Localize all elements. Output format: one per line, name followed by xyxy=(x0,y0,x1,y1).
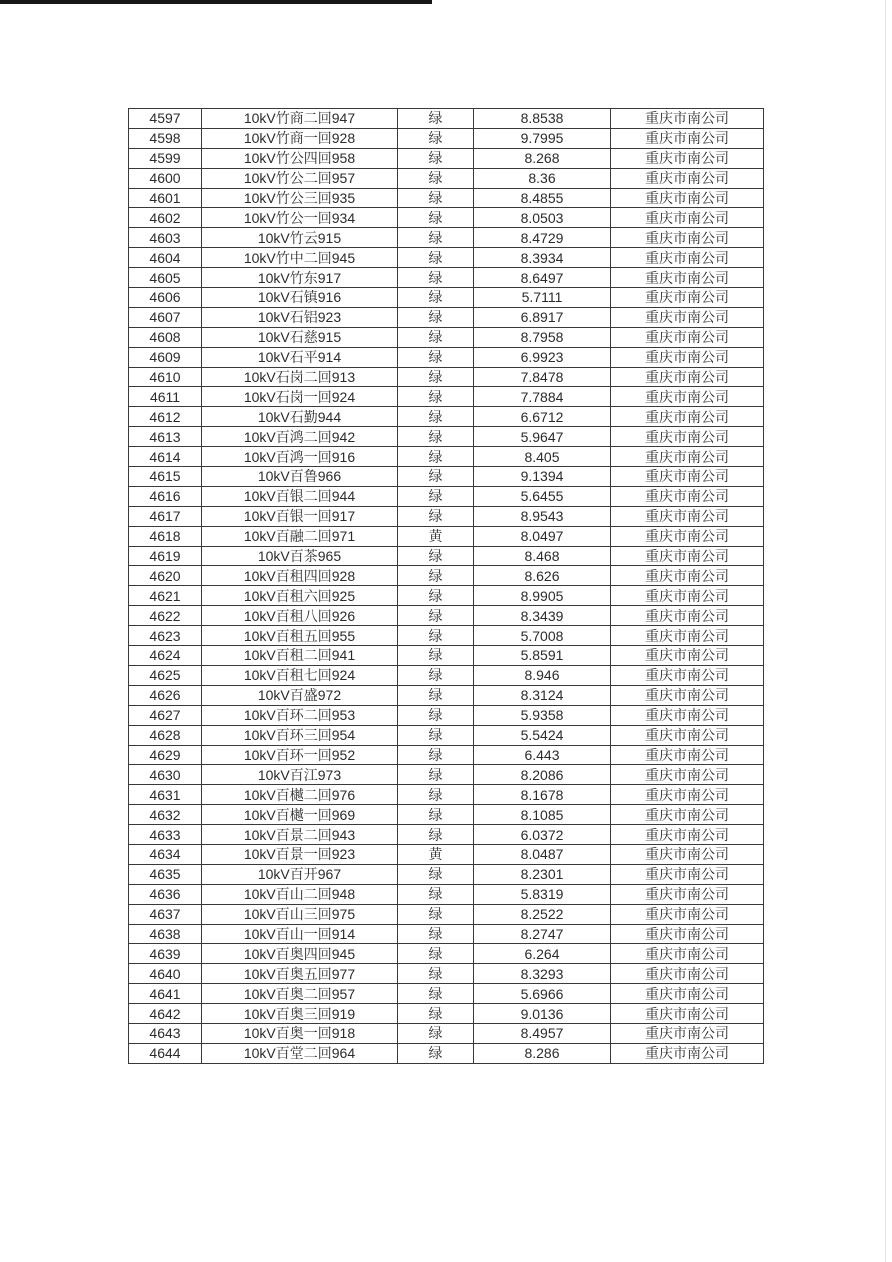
table-row xyxy=(129,765,764,785)
cell-serial-number: 4618 xyxy=(129,526,202,546)
cell-status-color: 绿 xyxy=(398,506,474,526)
table-row xyxy=(129,427,764,447)
cell-value: 5.7111 xyxy=(474,288,611,308)
cell-line-name: 10kV百樾一回969 xyxy=(202,805,398,825)
cell-value: 8.946 xyxy=(474,665,611,685)
table-row xyxy=(129,964,764,984)
cell-serial-number: 4611 xyxy=(129,387,202,407)
cell-status-color: 绿 xyxy=(398,546,474,566)
cell-status-color: 绿 xyxy=(398,904,474,924)
cell-status-color: 绿 xyxy=(398,984,474,1004)
cell-company: 重庆市南公司 xyxy=(611,407,764,427)
table-row xyxy=(129,944,764,964)
cell-status-color: 绿 xyxy=(398,427,474,447)
cell-status-color: 黄 xyxy=(398,526,474,546)
cell-serial-number: 4621 xyxy=(129,586,202,606)
cell-status-color: 绿 xyxy=(398,447,474,467)
cell-status-color: 绿 xyxy=(398,407,474,427)
table-row xyxy=(129,327,764,347)
cell-serial-number: 4638 xyxy=(129,924,202,944)
table-row xyxy=(129,228,764,248)
cell-serial-number: 4616 xyxy=(129,486,202,506)
cell-line-name: 10kV石岗一回924 xyxy=(202,387,398,407)
cell-serial-number: 4632 xyxy=(129,805,202,825)
table-row xyxy=(129,864,764,884)
cell-status-color: 绿 xyxy=(398,765,474,785)
cell-serial-number: 4622 xyxy=(129,606,202,626)
cell-company: 重庆市南公司 xyxy=(611,566,764,586)
cell-company: 重庆市南公司 xyxy=(611,208,764,228)
table-row xyxy=(129,1043,764,1063)
cell-line-name: 10kV百盛972 xyxy=(202,685,398,705)
cell-line-name: 10kV百银二回944 xyxy=(202,486,398,506)
cell-serial-number: 4614 xyxy=(129,447,202,467)
page-right-edge-line xyxy=(885,0,886,1262)
cell-company: 重庆市南公司 xyxy=(611,367,764,387)
cell-status-color: 绿 xyxy=(398,128,474,148)
table-row xyxy=(129,665,764,685)
cell-line-name: 10kV百融二回971 xyxy=(202,526,398,546)
cell-status-color: 绿 xyxy=(398,864,474,884)
cell-company: 重庆市南公司 xyxy=(611,964,764,984)
cell-company: 重庆市南公司 xyxy=(611,884,764,904)
table-row xyxy=(129,307,764,327)
cell-value: 8.2301 xyxy=(474,864,611,884)
cell-company: 重庆市南公司 xyxy=(611,1004,764,1024)
cell-serial-number: 4623 xyxy=(129,626,202,646)
cell-serial-number: 4604 xyxy=(129,248,202,268)
cell-company: 重庆市南公司 xyxy=(611,347,764,367)
cell-status-color: 绿 xyxy=(398,745,474,765)
cell-serial-number: 4624 xyxy=(129,646,202,666)
cell-serial-number: 4644 xyxy=(129,1043,202,1063)
cell-status-color: 绿 xyxy=(398,168,474,188)
cell-company: 重庆市南公司 xyxy=(611,168,764,188)
cell-company: 重庆市南公司 xyxy=(611,586,764,606)
cell-value: 5.5424 xyxy=(474,725,611,745)
cell-value: 8.36 xyxy=(474,168,611,188)
cell-line-name: 10kV竹商一回928 xyxy=(202,128,398,148)
cell-line-name: 10kV石岗二回913 xyxy=(202,367,398,387)
cell-line-name: 10kV百山一回914 xyxy=(202,924,398,944)
cell-status-color: 绿 xyxy=(398,785,474,805)
table-row xyxy=(129,546,764,566)
cell-status-color: 绿 xyxy=(398,228,474,248)
cell-line-name: 10kV百租八回926 xyxy=(202,606,398,626)
table-row xyxy=(129,805,764,825)
cell-company: 重庆市南公司 xyxy=(611,685,764,705)
table-row xyxy=(129,904,764,924)
table-row xyxy=(129,586,764,606)
cell-company: 重庆市南公司 xyxy=(611,307,764,327)
cell-serial-number: 4628 xyxy=(129,725,202,745)
table-row xyxy=(129,407,764,427)
cell-company: 重庆市南公司 xyxy=(611,904,764,924)
cell-line-name: 10kV石铝923 xyxy=(202,307,398,327)
table-row xyxy=(129,646,764,666)
cell-line-name: 10kV百景一回923 xyxy=(202,844,398,864)
cell-company: 重庆市南公司 xyxy=(611,268,764,288)
cell-value: 8.405 xyxy=(474,447,611,467)
table-row xyxy=(129,785,764,805)
cell-serial-number: 4633 xyxy=(129,825,202,845)
cell-status-color: 绿 xyxy=(398,1004,474,1024)
cell-serial-number: 4613 xyxy=(129,427,202,447)
cell-value: 6.443 xyxy=(474,745,611,765)
cell-line-name: 10kV百堂二回964 xyxy=(202,1043,398,1063)
table-row xyxy=(129,268,764,288)
cell-status-color: 绿 xyxy=(398,964,474,984)
cell-company: 重庆市南公司 xyxy=(611,327,764,347)
cell-serial-number: 4612 xyxy=(129,407,202,427)
cell-value: 8.4855 xyxy=(474,188,611,208)
cell-value: 8.6497 xyxy=(474,268,611,288)
cell-company: 重庆市南公司 xyxy=(611,387,764,407)
cell-status-color: 绿 xyxy=(398,208,474,228)
cell-line-name: 10kV百江973 xyxy=(202,765,398,785)
table-row xyxy=(129,1023,764,1043)
cell-value: 8.9905 xyxy=(474,586,611,606)
cell-status-color: 绿 xyxy=(398,725,474,745)
table-row xyxy=(129,109,764,129)
table-row xyxy=(129,347,764,367)
table-row xyxy=(129,844,764,864)
cell-status-color: 绿 xyxy=(398,109,474,129)
cell-value: 5.7008 xyxy=(474,626,611,646)
cell-company: 重庆市南公司 xyxy=(611,944,764,964)
cell-status-color: 绿 xyxy=(398,268,474,288)
table-row xyxy=(129,148,764,168)
cell-status-color: 绿 xyxy=(398,327,474,347)
table-row xyxy=(129,168,764,188)
cell-company: 重庆市南公司 xyxy=(611,745,764,765)
cell-value: 8.1678 xyxy=(474,785,611,805)
cell-value: 8.4729 xyxy=(474,228,611,248)
cell-value: 8.3934 xyxy=(474,248,611,268)
cell-serial-number: 4620 xyxy=(129,566,202,586)
cell-serial-number: 4627 xyxy=(129,705,202,725)
cell-serial-number: 4634 xyxy=(129,844,202,864)
cell-line-name: 10kV石镇916 xyxy=(202,288,398,308)
cell-status-color: 绿 xyxy=(398,606,474,626)
cell-serial-number: 4615 xyxy=(129,467,202,487)
cell-company: 重庆市南公司 xyxy=(611,825,764,845)
cell-line-name: 10kV百鲁966 xyxy=(202,467,398,487)
cell-line-name: 10kV百奥四回945 xyxy=(202,944,398,964)
cell-serial-number: 4597 xyxy=(129,109,202,129)
table-row xyxy=(129,984,764,1004)
cell-company: 重庆市南公司 xyxy=(611,1043,764,1063)
cell-serial-number: 4636 xyxy=(129,884,202,904)
cell-company: 重庆市南公司 xyxy=(611,1023,764,1043)
cell-company: 重庆市南公司 xyxy=(611,506,764,526)
cell-line-name: 10kV百景二回943 xyxy=(202,825,398,845)
cell-line-name: 10kV竹商二回947 xyxy=(202,109,398,129)
cell-line-name: 10kV百奥二回957 xyxy=(202,984,398,1004)
cell-line-name: 10kV百鸿一回916 xyxy=(202,447,398,467)
cell-line-name: 10kV竹公三回935 xyxy=(202,188,398,208)
cell-serial-number: 4630 xyxy=(129,765,202,785)
cell-line-name: 10kV竹东917 xyxy=(202,268,398,288)
cell-serial-number: 4607 xyxy=(129,307,202,327)
cell-status-color: 绿 xyxy=(398,367,474,387)
cell-line-name: 10kV竹公四回958 xyxy=(202,148,398,168)
cell-value: 9.1394 xyxy=(474,467,611,487)
cell-company: 重庆市南公司 xyxy=(611,665,764,685)
cell-status-color: 绿 xyxy=(398,467,474,487)
cell-value: 7.7884 xyxy=(474,387,611,407)
table-row xyxy=(129,884,764,904)
cell-status-color: 绿 xyxy=(398,1043,474,1063)
cell-serial-number: 4599 xyxy=(129,148,202,168)
table-row xyxy=(129,705,764,725)
table-row xyxy=(129,924,764,944)
cell-line-name: 10kV竹公一回934 xyxy=(202,208,398,228)
cell-serial-number: 4637 xyxy=(129,904,202,924)
cell-company: 重庆市南公司 xyxy=(611,427,764,447)
cell-serial-number: 4629 xyxy=(129,745,202,765)
cell-status-color: 绿 xyxy=(398,685,474,705)
cell-value: 9.0136 xyxy=(474,1004,611,1024)
cell-value: 5.8319 xyxy=(474,884,611,904)
cell-line-name: 10kV百租七回924 xyxy=(202,665,398,685)
cell-company: 重庆市南公司 xyxy=(611,844,764,864)
cell-value: 5.6455 xyxy=(474,486,611,506)
cell-serial-number: 4603 xyxy=(129,228,202,248)
table-row xyxy=(129,1004,764,1024)
cell-status-color: 绿 xyxy=(398,665,474,685)
table-row xyxy=(129,447,764,467)
cell-value: 5.8591 xyxy=(474,646,611,666)
table-row xyxy=(129,725,764,745)
cell-serial-number: 4643 xyxy=(129,1023,202,1043)
cell-company: 重庆市南公司 xyxy=(611,984,764,1004)
cell-status-color: 绿 xyxy=(398,884,474,904)
cell-company: 重庆市南公司 xyxy=(611,228,764,248)
cell-company: 重庆市南公司 xyxy=(611,785,764,805)
table-row xyxy=(129,825,764,845)
cell-line-name: 10kV百租五回955 xyxy=(202,626,398,646)
table-row xyxy=(129,467,764,487)
cell-serial-number: 4631 xyxy=(129,785,202,805)
cell-serial-number: 4641 xyxy=(129,984,202,1004)
cell-serial-number: 4610 xyxy=(129,367,202,387)
cell-line-name: 10kV百环三回954 xyxy=(202,725,398,745)
table-row xyxy=(129,486,764,506)
cell-value: 8.626 xyxy=(474,566,611,586)
cell-serial-number: 4639 xyxy=(129,944,202,964)
table-row xyxy=(129,367,764,387)
cell-status-color: 绿 xyxy=(398,347,474,367)
power-line-table xyxy=(128,108,764,1064)
cell-value: 5.6966 xyxy=(474,984,611,1004)
cell-value: 7.8478 xyxy=(474,367,611,387)
cell-status-color: 绿 xyxy=(398,288,474,308)
cell-status-color: 绿 xyxy=(398,188,474,208)
cell-line-name: 10kV百奥五回977 xyxy=(202,964,398,984)
cell-status-color: 黄 xyxy=(398,844,474,864)
table-row xyxy=(129,248,764,268)
cell-value: 8.0487 xyxy=(474,844,611,864)
cell-value: 8.7958 xyxy=(474,327,611,347)
table-row xyxy=(129,745,764,765)
cell-serial-number: 4602 xyxy=(129,208,202,228)
cell-serial-number: 4608 xyxy=(129,327,202,347)
cell-line-name: 10kV竹中二回945 xyxy=(202,248,398,268)
cell-line-name: 10kV百租六回925 xyxy=(202,586,398,606)
cell-value: 8.2522 xyxy=(474,904,611,924)
table-row xyxy=(129,606,764,626)
cell-company: 重庆市南公司 xyxy=(611,765,764,785)
cell-status-color: 绿 xyxy=(398,566,474,586)
cell-company: 重庆市南公司 xyxy=(611,725,764,745)
cell-value: 5.9358 xyxy=(474,705,611,725)
cell-value: 8.286 xyxy=(474,1043,611,1063)
cell-value: 8.2747 xyxy=(474,924,611,944)
cell-line-name: 10kV竹公二回957 xyxy=(202,168,398,188)
cell-serial-number: 4640 xyxy=(129,964,202,984)
cell-value: 6.8917 xyxy=(474,307,611,327)
cell-value: 8.0497 xyxy=(474,526,611,546)
cell-line-name: 10kV百鸿二回942 xyxy=(202,427,398,447)
cell-company: 重庆市南公司 xyxy=(611,626,764,646)
cell-status-color: 绿 xyxy=(398,148,474,168)
cell-line-name: 10kV竹云915 xyxy=(202,228,398,248)
cell-value: 8.4957 xyxy=(474,1023,611,1043)
cell-line-name: 10kV百开967 xyxy=(202,864,398,884)
cell-company: 重庆市南公司 xyxy=(611,606,764,626)
cell-company: 重庆市南公司 xyxy=(611,924,764,944)
cell-company: 重庆市南公司 xyxy=(611,526,764,546)
cell-value: 6.0372 xyxy=(474,825,611,845)
cell-company: 重庆市南公司 xyxy=(611,188,764,208)
table-row xyxy=(129,685,764,705)
cell-status-color: 绿 xyxy=(398,586,474,606)
cell-status-color: 绿 xyxy=(398,626,474,646)
cell-status-color: 绿 xyxy=(398,387,474,407)
cell-line-name: 10kV百奥三回919 xyxy=(202,1004,398,1024)
cell-status-color: 绿 xyxy=(398,825,474,845)
cell-serial-number: 4619 xyxy=(129,546,202,566)
cell-serial-number: 4625 xyxy=(129,665,202,685)
cell-value: 8.268 xyxy=(474,148,611,168)
cell-company: 重庆市南公司 xyxy=(611,128,764,148)
cell-serial-number: 4626 xyxy=(129,685,202,705)
cell-company: 重庆市南公司 xyxy=(611,646,764,666)
cell-value: 8.468 xyxy=(474,546,611,566)
cell-company: 重庆市南公司 xyxy=(611,486,764,506)
cell-value: 9.7995 xyxy=(474,128,611,148)
cell-value: 6.264 xyxy=(474,944,611,964)
cell-line-name: 10kV百租二回941 xyxy=(202,646,398,666)
cell-serial-number: 4600 xyxy=(129,168,202,188)
cell-status-color: 绿 xyxy=(398,1023,474,1043)
cell-line-name: 10kV石平914 xyxy=(202,347,398,367)
cell-company: 重庆市南公司 xyxy=(611,467,764,487)
table-row xyxy=(129,188,764,208)
cell-status-color: 绿 xyxy=(398,486,474,506)
cell-value: 6.6712 xyxy=(474,407,611,427)
cell-company: 重庆市南公司 xyxy=(611,805,764,825)
cell-line-name: 10kV百银一回917 xyxy=(202,506,398,526)
cell-company: 重庆市南公司 xyxy=(611,447,764,467)
cell-company: 重庆市南公司 xyxy=(611,288,764,308)
cell-line-name: 10kV百环一回952 xyxy=(202,745,398,765)
cell-line-name: 10kV石慈915 xyxy=(202,327,398,347)
cell-company: 重庆市南公司 xyxy=(611,248,764,268)
cell-value: 8.8538 xyxy=(474,109,611,129)
cell-value: 8.9543 xyxy=(474,506,611,526)
cell-serial-number: 4605 xyxy=(129,268,202,288)
cell-value: 8.3439 xyxy=(474,606,611,626)
cell-value: 8.3124 xyxy=(474,685,611,705)
cell-line-name: 10kV百山三回975 xyxy=(202,904,398,924)
cell-status-color: 绿 xyxy=(398,924,474,944)
cell-status-color: 绿 xyxy=(398,307,474,327)
table-body xyxy=(129,109,764,1064)
cell-value: 8.2086 xyxy=(474,765,611,785)
cell-company: 重庆市南公司 xyxy=(611,864,764,884)
cell-value: 5.9647 xyxy=(474,427,611,447)
cell-company: 重庆市南公司 xyxy=(611,546,764,566)
table-row xyxy=(129,626,764,646)
cell-line-name: 10kV石勤944 xyxy=(202,407,398,427)
table-row xyxy=(129,506,764,526)
cell-status-color: 绿 xyxy=(398,646,474,666)
cell-company: 重庆市南公司 xyxy=(611,109,764,129)
cell-line-name: 10kV百樾二回976 xyxy=(202,785,398,805)
cell-value: 6.9923 xyxy=(474,347,611,367)
cell-serial-number: 4642 xyxy=(129,1004,202,1024)
cell-line-name: 10kV百奥一回918 xyxy=(202,1023,398,1043)
cell-serial-number: 4609 xyxy=(129,347,202,367)
cell-serial-number: 4635 xyxy=(129,864,202,884)
cell-status-color: 绿 xyxy=(398,805,474,825)
cell-line-name: 10kV百租四回928 xyxy=(202,566,398,586)
cell-line-name: 10kV百环二回953 xyxy=(202,705,398,725)
cell-serial-number: 4601 xyxy=(129,188,202,208)
table-row xyxy=(129,387,764,407)
table-row xyxy=(129,288,764,308)
top-edge-bar xyxy=(0,0,432,4)
table-row xyxy=(129,526,764,546)
cell-serial-number: 4606 xyxy=(129,288,202,308)
cell-value: 8.1085 xyxy=(474,805,611,825)
cell-status-color: 绿 xyxy=(398,944,474,964)
cell-serial-number: 4617 xyxy=(129,506,202,526)
cell-line-name: 10kV百茶965 xyxy=(202,546,398,566)
cell-value: 8.0503 xyxy=(474,208,611,228)
cell-company: 重庆市南公司 xyxy=(611,148,764,168)
cell-status-color: 绿 xyxy=(398,248,474,268)
table-row xyxy=(129,566,764,586)
cell-serial-number: 4598 xyxy=(129,128,202,148)
table-row xyxy=(129,128,764,148)
cell-line-name: 10kV百山二回948 xyxy=(202,884,398,904)
table-row xyxy=(129,208,764,228)
cell-company: 重庆市南公司 xyxy=(611,705,764,725)
cell-status-color: 绿 xyxy=(398,705,474,725)
cell-value: 8.3293 xyxy=(474,964,611,984)
